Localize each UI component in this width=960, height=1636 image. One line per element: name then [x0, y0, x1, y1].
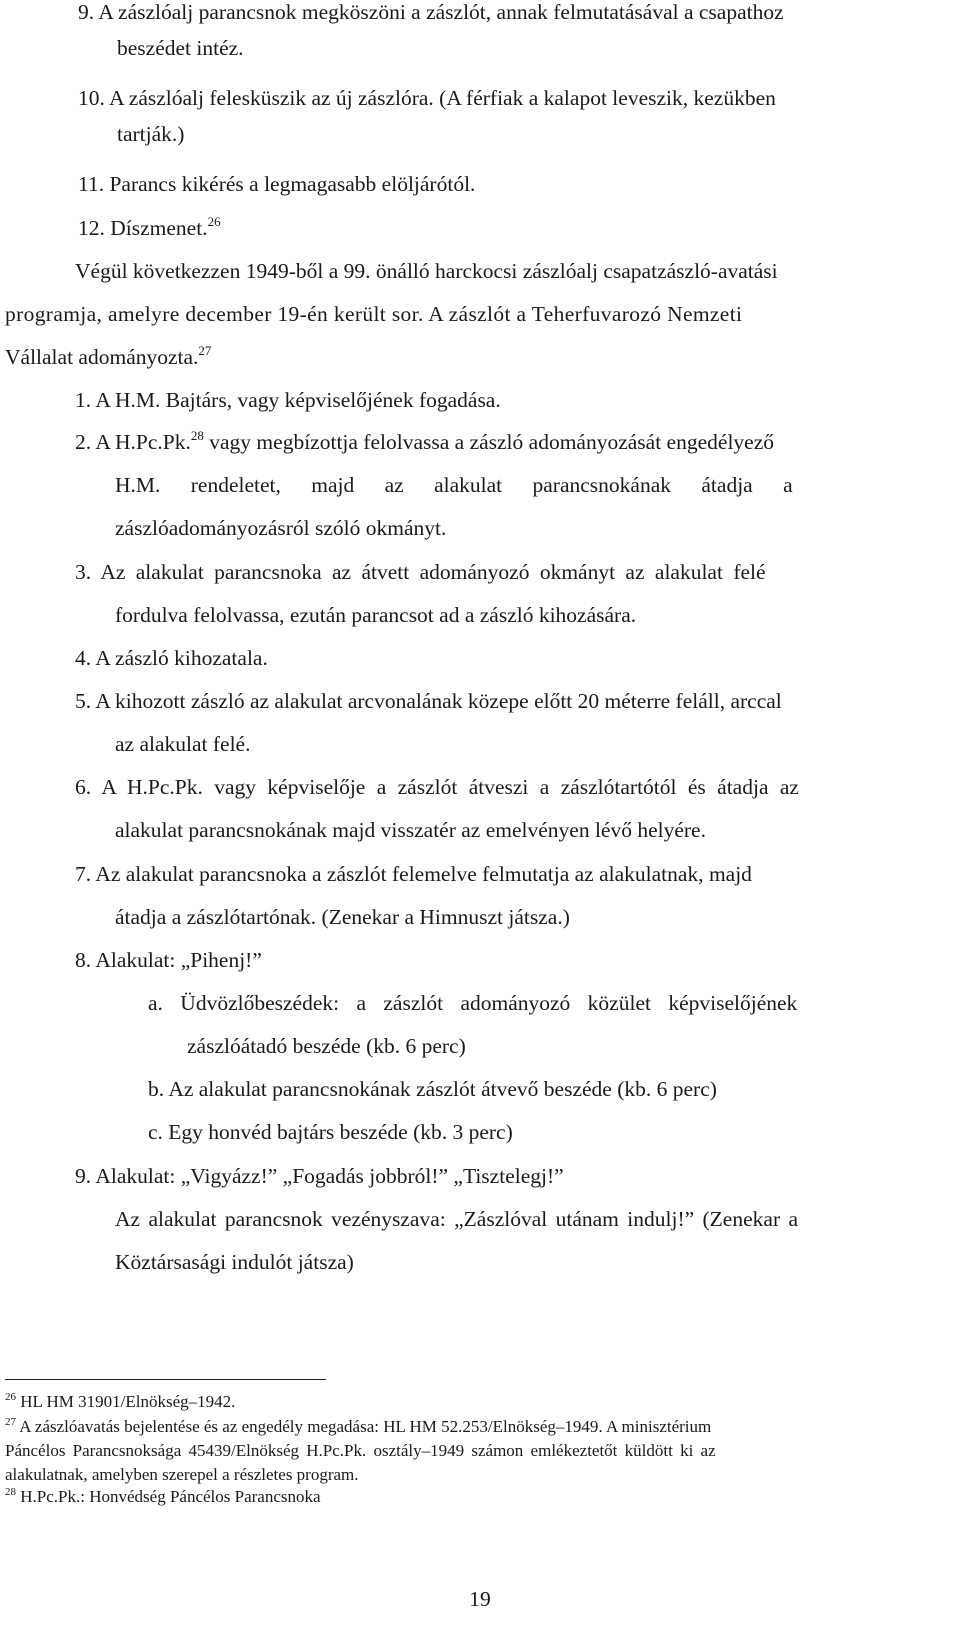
program-item-5-line-1: 5. A kihozott zászló az alakulat arcvonalának közepe előtt 20 méterre feláll, arccal [75, 689, 782, 713]
program-item-2-a: 2. A H.Pc.Pk. [75, 430, 191, 454]
footnote-26 [5, 1391, 235, 1413]
footnote-27-line-2-text: Páncélos Parancsnoksága 45439/Elnökség H.Pc.Pk. osztály–1949 számon emlékeztetőt küldött ki az [5, 1441, 716, 1460]
footnote-28 [5, 1486, 321, 1508]
footnote-ref-27: 27 [198, 343, 212, 358]
item-9-line-1: 9. A zászlóalj parancsnok megköszöni a zászlót, annak felmutatásával a csapathoz [78, 0, 784, 24]
program-item-7-line-1: 7. Az alakulat parancsnoka a zászlót felemelve felmutatja az alakulatnak, majd [75, 862, 752, 886]
program-item-8b: b. Az alakulat parancsnokának zászlót átvevő beszéde (kb. 6 perc) [148, 1077, 717, 1101]
program-item-5-line-2: az alakulat felé. [115, 732, 251, 756]
program-item-8a-line-1-text: a. Üdvözlőbeszédek: a zászlót adományozó közület képviselőjének [148, 991, 798, 1015]
program-item-8a-line-1 [148, 989, 797, 1017]
footnote-28-number: 28 [5, 1486, 16, 1498]
footnote-27-line-3: alakulatnak, amelyben szerepel a részletes program. [5, 1465, 359, 1484]
program-item-9-line-1: 9. Alakulat: „Vigyázz!” „Fogadás jobbról!” „Tisztelegj!” [75, 1164, 564, 1188]
footnote-26-text: HL HM 31901/Elnökség–1942. [16, 1392, 236, 1411]
program-item-1: 1. A H.M. Bajtárs, vagy képviselőjének fogadása. [75, 388, 501, 412]
program-item-7-line-2: átadja a zászlótartónak. (Zenekar a Himnuszt játsza.) [115, 905, 570, 929]
program-item-4: 4. A zászló kihozatala. [75, 646, 268, 670]
footnote-separator [5, 1379, 326, 1380]
footnote-28-text: H.Pc.Pk.: Honvédség Páncélos Parancsnoka [16, 1487, 321, 1506]
footnote-27-number: 27 [5, 1416, 16, 1428]
program-item-2-line-3: zászlóadományozásról szóló okmányt. [115, 516, 447, 540]
paragraph-line-2 [5, 300, 918, 328]
item-10-line-2: tartják.) [117, 122, 185, 146]
program-item-3-line-2: fordulva felolvassa, ezután parancsot ad a zászló kihozására. [115, 603, 637, 627]
paragraph-line-3-text: Vállalat adományozta. [5, 345, 199, 369]
program-item-2-line-2 [115, 471, 918, 499]
program-item-3-line-1 [75, 558, 766, 586]
paragraph-line-1 [75, 257, 918, 285]
program-item-8: 8. Alakulat: „Pihenj!” [75, 948, 262, 972]
item-12 [78, 214, 221, 242]
program-item-3-line-1-text: 3. Az alakulat parancsnoka az átvett adományozó okmányt az alakulat felé [75, 560, 766, 584]
footnote-27-line-1 [5, 1416, 711, 1438]
program-item-2-b: vagy megbízottja felolvassa a zászló adományozását engedélyező [203, 430, 774, 454]
item-9-line-2: beszédet intéz. [117, 36, 244, 60]
footnote-ref-28: 28 [190, 428, 204, 443]
program-item-9-line-2 [115, 1205, 798, 1233]
program-item-6-line-2: alakulat parancsnokának majd visszatér az emelvényen lévő helyére. [115, 818, 706, 842]
footnote-27-line-1-text: A zászlóavatás bejelentése és az engedély megadása: HL HM 52.253/Elnökség–1949. A minisztérium [16, 1417, 712, 1436]
program-item-9-line-3: Köztársasági indulót játsza) [115, 1250, 354, 1274]
program-item-8a-line-2: zászlóátadó beszéde (kb. 6 perc) [187, 1034, 466, 1058]
program-item-6-line-1 [75, 773, 799, 801]
item-12-text: 12. Díszmenet. [78, 216, 208, 240]
paragraph-line-1-text: Végül következzen 1949-ből a 99. önálló harckocsi zászlóalj csapatzászló-avatási [75, 259, 778, 283]
program-item-6-line-1-text: 6. A H.Pc.Pk. vagy képviselője a zászlót átveszi a zászlótartótól és átadja az [75, 775, 799, 799]
footnote-ref-26: 26 [207, 214, 221, 229]
program-item-9-line-2-text: Az alakulat parancsnok vezényszava: „Zászlóval utánam indulj!” (Zenekar a [115, 1207, 799, 1231]
program-item-2-line-2-text: H.M. rendeletet, majd az alakulat parancsnokának átadja a [115, 473, 793, 497]
program-item-2-line-1 [75, 428, 774, 456]
item-11: 11. Parancs kikérés a legmagasabb elöljárótól. [78, 172, 476, 196]
footnote-27-line-2 [5, 1440, 716, 1462]
paragraph-line-2-text: programja, amelyre december 19-én került sor. A zászlót a Teherfuvarozó Nemzeti [5, 302, 743, 326]
footnote-26-number: 26 [5, 1391, 16, 1403]
page-number: 19 [469, 1587, 491, 1611]
paragraph-line-3 [5, 343, 211, 371]
program-item-8c: c. Egy honvéd bajtárs beszéde (kb. 3 perc) [148, 1120, 513, 1144]
item-10-line-1: 10. A zászlóalj felesküszik az új zászlóra. (A férfiak a kalapot leveszik, kezükben [78, 86, 776, 110]
